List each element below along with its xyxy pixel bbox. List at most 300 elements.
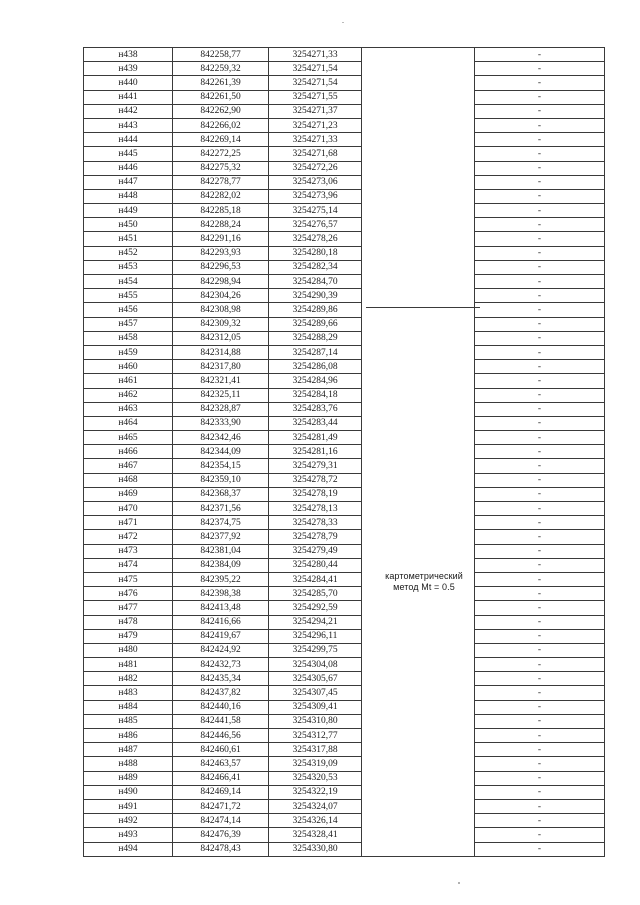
method-note-line2: метод Mt = 0.5 [393, 582, 455, 592]
y-coordinate-cell: 3254288,29 [269, 331, 362, 345]
y-coordinate-cell: 3254304,08 [269, 658, 362, 672]
extra-cell: - [475, 714, 605, 728]
y-coordinate-cell: 3254276,57 [269, 218, 362, 232]
table-row [84, 374, 605, 388]
extra-cell: - [475, 757, 605, 771]
x-coordinate-cell: 842474,14 [173, 814, 269, 828]
table-row [84, 289, 605, 303]
table-row [84, 629, 605, 643]
table-row [84, 90, 605, 104]
y-coordinate-cell: 3254284,96 [269, 374, 362, 388]
y-coordinate-cell: 3254283,44 [269, 416, 362, 430]
x-coordinate-cell: 842432,73 [173, 658, 269, 672]
y-coordinate-cell: 3254279,49 [269, 544, 362, 558]
extra-cell: - [475, 388, 605, 402]
table-row [84, 686, 605, 700]
extra-cell: - [475, 459, 605, 473]
point-id-cell: н473 [84, 544, 173, 558]
extra-cell: - [475, 147, 605, 161]
x-coordinate-cell: 842293,93 [173, 246, 269, 260]
table-row [84, 48, 605, 62]
y-coordinate-cell: 3254290,39 [269, 289, 362, 303]
x-coordinate-cell: 842466,41 [173, 771, 269, 785]
extra-cell: - [475, 516, 605, 530]
method-cell [362, 133, 475, 147]
method-cell [362, 104, 475, 118]
point-id-cell: н472 [84, 530, 173, 544]
y-coordinate-cell: 3254281,49 [269, 431, 362, 445]
table-row [84, 260, 605, 274]
method-cell [362, 76, 475, 90]
point-id-cell: н442 [84, 104, 173, 118]
table-row [84, 530, 605, 544]
table-row [84, 672, 605, 686]
extra-cell: - [475, 502, 605, 516]
point-id-cell: н462 [84, 388, 173, 402]
method-cell [362, 601, 475, 615]
x-coordinate-cell: 842478,43 [173, 842, 269, 856]
scan-speck [342, 22, 344, 23]
x-coordinate-cell: 842312,05 [173, 331, 269, 345]
extra-cell: - [475, 289, 605, 303]
table-row [84, 345, 605, 359]
y-coordinate-cell: 3254305,67 [269, 672, 362, 686]
x-coordinate-cell: 842342,46 [173, 431, 269, 445]
y-coordinate-cell: 3254284,18 [269, 388, 362, 402]
method-cell [362, 90, 475, 104]
table-row [84, 785, 605, 799]
method-cell [362, 502, 475, 516]
point-id-cell: н451 [84, 232, 173, 246]
method-cell [362, 331, 475, 345]
method-cell [362, 686, 475, 700]
method-cell [362, 743, 475, 757]
extra-cell: - [475, 643, 605, 657]
extra-cell: - [475, 118, 605, 132]
point-id-cell: н475 [84, 572, 173, 586]
method-cell [362, 388, 475, 402]
y-coordinate-cell: 3254330,80 [269, 842, 362, 856]
table-row [84, 799, 605, 813]
x-coordinate-cell: 842460,61 [173, 743, 269, 757]
x-coordinate-cell: 842476,39 [173, 828, 269, 842]
table-row [84, 771, 605, 785]
y-coordinate-cell: 3254317,88 [269, 743, 362, 757]
method-cell [362, 473, 475, 487]
x-coordinate-cell: 842258,77 [173, 48, 269, 62]
table-row [84, 331, 605, 345]
x-coordinate-cell: 842317,80 [173, 360, 269, 374]
table-row [84, 842, 605, 856]
method-cell [362, 232, 475, 246]
table-row [84, 502, 605, 516]
y-coordinate-cell: 3254273,06 [269, 175, 362, 189]
point-id-cell: н494 [84, 842, 173, 856]
x-coordinate-cell: 842419,67 [173, 629, 269, 643]
method-cell [362, 118, 475, 132]
extra-cell: - [475, 700, 605, 714]
y-coordinate-cell: 3254271,68 [269, 147, 362, 161]
point-id-cell: н455 [84, 289, 173, 303]
x-coordinate-cell: 842325,11 [173, 388, 269, 402]
table-row [84, 204, 605, 218]
table-row [84, 516, 605, 530]
method-cell [362, 700, 475, 714]
point-id-cell: н465 [84, 431, 173, 445]
method-note [368, 571, 480, 593]
point-id-cell: н476 [84, 587, 173, 601]
y-coordinate-cell: 3254289,86 [269, 303, 362, 317]
method-cell [362, 785, 475, 799]
x-coordinate-cell: 842374,75 [173, 516, 269, 530]
point-id-cell: н481 [84, 658, 173, 672]
extra-cell: - [475, 799, 605, 813]
point-id-cell: н478 [84, 615, 173, 629]
x-coordinate-cell: 842275,32 [173, 161, 269, 175]
extra-cell: - [475, 601, 605, 615]
extra-cell: - [475, 658, 605, 672]
point-id-cell: н456 [84, 303, 173, 317]
y-coordinate-cell: 3254292,59 [269, 601, 362, 615]
table-row [84, 487, 605, 501]
table-row [84, 700, 605, 714]
table-row [84, 175, 605, 189]
method-cell [362, 714, 475, 728]
table-row [84, 431, 605, 445]
extra-cell: - [475, 133, 605, 147]
x-coordinate-cell: 842416,66 [173, 615, 269, 629]
x-coordinate-cell: 842262,90 [173, 104, 269, 118]
y-coordinate-cell: 3254281,16 [269, 445, 362, 459]
x-coordinate-cell: 842435,34 [173, 672, 269, 686]
point-id-cell: н449 [84, 204, 173, 218]
method-cell [362, 757, 475, 771]
y-coordinate-cell: 3254280,18 [269, 246, 362, 260]
table-row [84, 275, 605, 289]
point-id-cell: н488 [84, 757, 173, 771]
y-coordinate-cell: 3254284,70 [269, 275, 362, 289]
table-row [84, 388, 605, 402]
x-coordinate-cell: 842446,56 [173, 729, 269, 743]
y-coordinate-cell: 3254299,75 [269, 643, 362, 657]
x-coordinate-cell: 842395,22 [173, 572, 269, 586]
x-coordinate-cell: 842371,56 [173, 502, 269, 516]
y-coordinate-cell: 3254278,33 [269, 516, 362, 530]
method-cell [362, 445, 475, 459]
x-coordinate-cell: 842278,77 [173, 175, 269, 189]
y-coordinate-cell: 3254310,80 [269, 714, 362, 728]
method-cell [362, 658, 475, 672]
y-coordinate-cell: 3254285,70 [269, 587, 362, 601]
extra-cell: - [475, 629, 605, 643]
extra-cell: - [475, 842, 605, 856]
table-row [84, 587, 605, 601]
method-cell [362, 729, 475, 743]
extra-cell: - [475, 260, 605, 274]
point-id-cell: н492 [84, 814, 173, 828]
extra-cell: - [475, 473, 605, 487]
point-id-cell: н479 [84, 629, 173, 643]
x-coordinate-cell: 842441,58 [173, 714, 269, 728]
point-id-cell: н448 [84, 189, 173, 203]
table-row [84, 218, 605, 232]
y-coordinate-cell: 3254273,96 [269, 189, 362, 203]
point-id-cell: н444 [84, 133, 173, 147]
x-coordinate-cell: 842261,39 [173, 76, 269, 90]
point-id-cell: н439 [84, 62, 173, 76]
table-row [84, 601, 605, 615]
extra-cell: - [475, 360, 605, 374]
method-cell [362, 62, 475, 76]
point-id-cell: н493 [84, 828, 173, 842]
y-coordinate-cell: 3254282,34 [269, 260, 362, 274]
table-row [84, 360, 605, 374]
x-coordinate-cell: 842440,16 [173, 700, 269, 714]
point-id-cell: н480 [84, 643, 173, 657]
extra-cell: - [475, 686, 605, 700]
point-id-cell: н463 [84, 402, 173, 416]
y-coordinate-cell: 3254271,33 [269, 48, 362, 62]
method-cell [362, 345, 475, 359]
y-coordinate-cell: 3254284,41 [269, 572, 362, 586]
method-cell [362, 204, 475, 218]
y-coordinate-cell: 3254278,26 [269, 232, 362, 246]
method-cell [362, 629, 475, 643]
extra-cell: - [475, 558, 605, 572]
x-coordinate-cell: 842354,15 [173, 459, 269, 473]
method-cell [362, 771, 475, 785]
method-cell [362, 530, 475, 544]
x-coordinate-cell: 842288,24 [173, 218, 269, 232]
method-cell [362, 289, 475, 303]
table-row [84, 544, 605, 558]
table-row [84, 828, 605, 842]
y-coordinate-cell: 3254271,33 [269, 133, 362, 147]
y-coordinate-cell: 3254309,41 [269, 700, 362, 714]
method-cell [362, 161, 475, 175]
method-cell [362, 402, 475, 416]
y-coordinate-cell: 3254271,54 [269, 62, 362, 76]
extra-cell: - [475, 416, 605, 430]
point-id-cell: н461 [84, 374, 173, 388]
table-row [84, 118, 605, 132]
table-row [84, 303, 605, 317]
extra-cell: - [475, 615, 605, 629]
point-id-cell: н454 [84, 275, 173, 289]
x-coordinate-cell: 842384,09 [173, 558, 269, 572]
table-row [84, 76, 605, 90]
extra-cell: - [475, 729, 605, 743]
y-coordinate-cell: 3254271,23 [269, 118, 362, 132]
y-coordinate-cell: 3254322,19 [269, 785, 362, 799]
table-row [84, 757, 605, 771]
y-coordinate-cell: 3254296,11 [269, 629, 362, 643]
method-cell [362, 459, 475, 473]
table-row [84, 416, 605, 430]
x-coordinate-cell: 842285,18 [173, 204, 269, 218]
method-column-divider [366, 307, 480, 308]
x-coordinate-cell: 842328,87 [173, 402, 269, 416]
x-coordinate-cell: 842314,88 [173, 345, 269, 359]
x-coordinate-cell: 842298,94 [173, 275, 269, 289]
x-coordinate-cell: 842266,02 [173, 118, 269, 132]
extra-cell: - [475, 544, 605, 558]
y-coordinate-cell: 3254320,53 [269, 771, 362, 785]
method-cell [362, 516, 475, 530]
scan-speck [458, 882, 460, 884]
x-coordinate-cell: 842309,32 [173, 317, 269, 331]
y-coordinate-cell: 3254278,79 [269, 530, 362, 544]
point-id-cell: н470 [84, 502, 173, 516]
y-coordinate-cell: 3254280,44 [269, 558, 362, 572]
y-coordinate-cell: 3254328,41 [269, 828, 362, 842]
y-coordinate-cell: 3254286,08 [269, 360, 362, 374]
x-coordinate-cell: 842259,32 [173, 62, 269, 76]
point-id-cell: н482 [84, 672, 173, 686]
method-cell [362, 147, 475, 161]
point-id-cell: н446 [84, 161, 173, 175]
table-row [84, 558, 605, 572]
y-coordinate-cell: 3254324,07 [269, 799, 362, 813]
x-coordinate-cell: 842344,09 [173, 445, 269, 459]
y-coordinate-cell: 3254307,45 [269, 686, 362, 700]
method-cell [362, 416, 475, 430]
y-coordinate-cell: 3254271,54 [269, 76, 362, 90]
point-id-cell: н453 [84, 260, 173, 274]
point-id-cell: н445 [84, 147, 173, 161]
method-cell [362, 360, 475, 374]
table-row [84, 104, 605, 118]
point-id-cell: н458 [84, 331, 173, 345]
method-cell [362, 260, 475, 274]
point-id-cell: н485 [84, 714, 173, 728]
table-row [84, 572, 605, 586]
extra-cell: - [475, 572, 605, 586]
table-row [84, 729, 605, 743]
point-id-cell: н447 [84, 175, 173, 189]
extra-cell: - [475, 48, 605, 62]
method-cell [362, 431, 475, 445]
extra-cell: - [475, 317, 605, 331]
extra-cell: - [475, 587, 605, 601]
method-cell [362, 303, 475, 317]
y-coordinate-cell: 3254279,31 [269, 459, 362, 473]
point-id-cell: н491 [84, 799, 173, 813]
point-id-cell: н466 [84, 445, 173, 459]
table-row [84, 232, 605, 246]
x-coordinate-cell: 842377,92 [173, 530, 269, 544]
x-coordinate-cell: 842272,25 [173, 147, 269, 161]
method-cell [362, 275, 475, 289]
method-cell [362, 317, 475, 331]
extra-cell: - [475, 90, 605, 104]
method-cell [362, 175, 475, 189]
extra-cell: - [475, 204, 605, 218]
point-id-cell: н457 [84, 317, 173, 331]
method-cell [362, 189, 475, 203]
y-coordinate-cell: 3254326,14 [269, 814, 362, 828]
table-row [84, 189, 605, 203]
extra-cell: - [475, 331, 605, 345]
point-id-cell: н441 [84, 90, 173, 104]
y-coordinate-cell: 3254278,19 [269, 487, 362, 501]
table-row [84, 743, 605, 757]
table-row [84, 161, 605, 175]
x-coordinate-cell: 842321,41 [173, 374, 269, 388]
point-id-cell: н450 [84, 218, 173, 232]
coordinates-table [83, 47, 605, 857]
point-id-cell: н474 [84, 558, 173, 572]
table-row [84, 402, 605, 416]
y-coordinate-cell: 3254278,72 [269, 473, 362, 487]
method-cell [362, 643, 475, 657]
x-coordinate-cell: 842333,90 [173, 416, 269, 430]
method-cell [362, 814, 475, 828]
extra-cell: - [475, 743, 605, 757]
method-cell [362, 246, 475, 260]
table-row [84, 473, 605, 487]
extra-cell: - [475, 161, 605, 175]
y-coordinate-cell: 3254271,37 [269, 104, 362, 118]
point-id-cell: н467 [84, 459, 173, 473]
table-row [84, 62, 605, 76]
y-coordinate-cell: 3254275,14 [269, 204, 362, 218]
table-row [84, 317, 605, 331]
extra-cell: - [475, 828, 605, 842]
extra-cell: - [475, 487, 605, 501]
x-coordinate-cell: 842469,14 [173, 785, 269, 799]
x-coordinate-cell: 842424,92 [173, 643, 269, 657]
point-id-cell: н468 [84, 473, 173, 487]
point-id-cell: н440 [84, 76, 173, 90]
x-coordinate-cell: 842471,72 [173, 799, 269, 813]
table-row [84, 814, 605, 828]
x-coordinate-cell: 842463,57 [173, 757, 269, 771]
x-coordinate-cell: 842304,26 [173, 289, 269, 303]
x-coordinate-cell: 842368,37 [173, 487, 269, 501]
point-id-cell: н471 [84, 516, 173, 530]
method-cell [362, 218, 475, 232]
x-coordinate-cell: 842291,16 [173, 232, 269, 246]
table-row [84, 459, 605, 473]
point-id-cell: н460 [84, 360, 173, 374]
table-row [84, 445, 605, 459]
method-cell [362, 48, 475, 62]
extra-cell: - [475, 530, 605, 544]
table-row [84, 147, 605, 161]
extra-cell: - [475, 771, 605, 785]
point-id-cell: н452 [84, 246, 173, 260]
table-row [84, 615, 605, 629]
point-id-cell: н459 [84, 345, 173, 359]
method-cell [362, 799, 475, 813]
point-id-cell: н438 [84, 48, 173, 62]
x-coordinate-cell: 842261,50 [173, 90, 269, 104]
method-cell [362, 828, 475, 842]
extra-cell: - [475, 374, 605, 388]
method-note-line1: картометрический [385, 571, 463, 581]
extra-cell: - [475, 232, 605, 246]
coordinates-table-body [84, 48, 605, 857]
point-id-cell: н487 [84, 743, 173, 757]
extra-cell: - [475, 175, 605, 189]
point-id-cell: н464 [84, 416, 173, 430]
method-cell [362, 615, 475, 629]
extra-cell: - [475, 189, 605, 203]
y-coordinate-cell: 3254272,26 [269, 161, 362, 175]
method-cell [362, 842, 475, 856]
method-cell [362, 672, 475, 686]
